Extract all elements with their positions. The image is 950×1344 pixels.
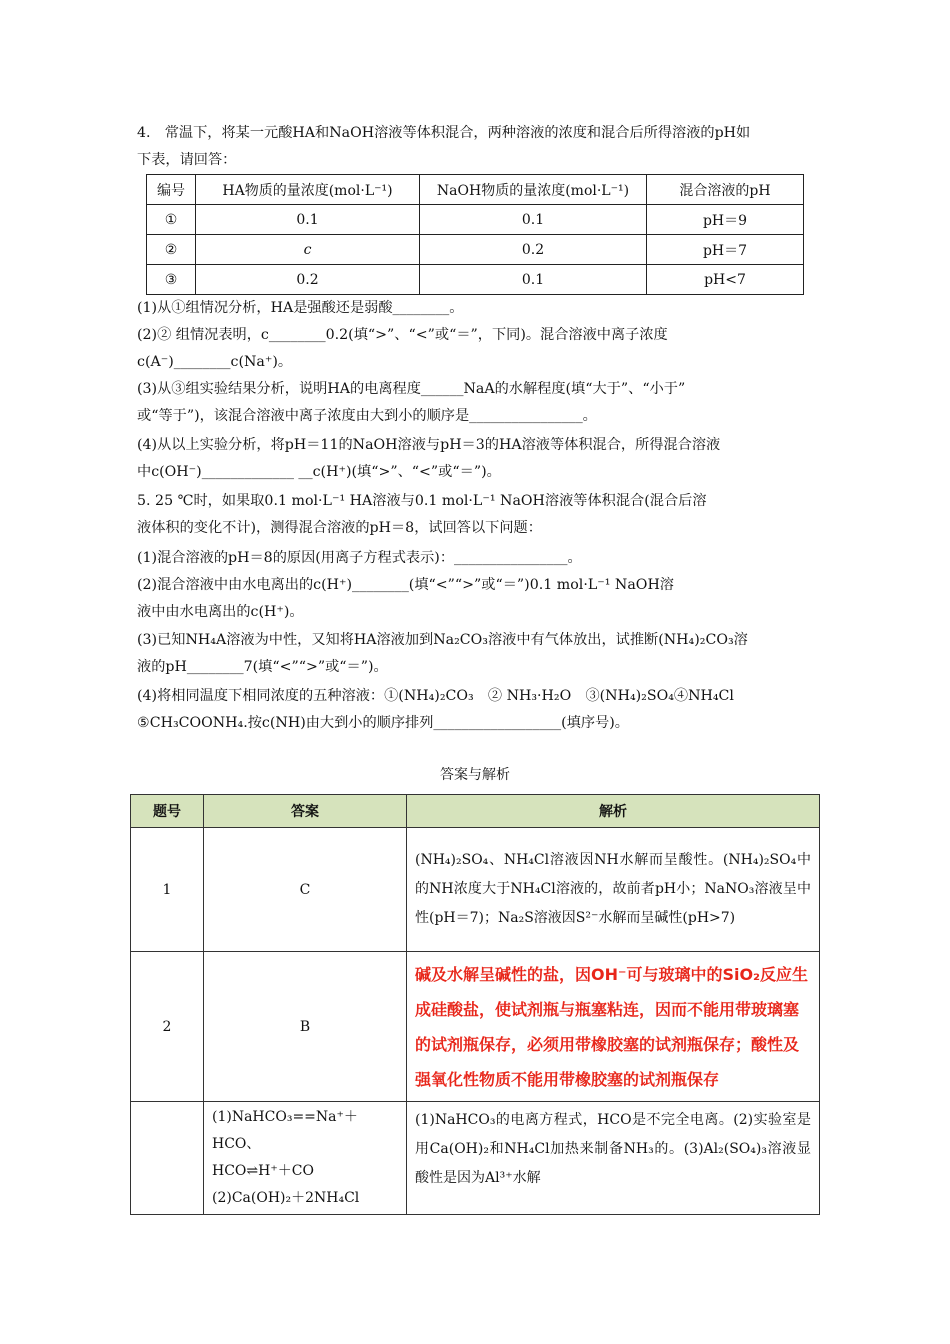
table-row: [131, 952, 820, 1102]
table-row: [147, 235, 804, 265]
q5-sub4-line1: (4)将相同温度下相同浓度的五种溶液：①(NH₄)₂CO₃ ② NH₃·H₂O ③(NH₄)₂SO₄④NH₄Cl: [137, 688, 734, 704]
answer-value: [204, 1102, 407, 1215]
table-cell: 0.1: [196, 205, 420, 235]
q5-sub4-line2: ⑤CH₃COONH₄.按c(NH)由大到小的顺序排列__________________(填序号)。: [137, 715, 629, 731]
answers-header-cell: 解析: [407, 795, 820, 828]
table-header-row: [147, 175, 804, 205]
table-cell: c: [196, 235, 420, 265]
q5-sub3-line1: (3)已知NH₄A溶液为中性，又知将HA溶液加到Na₂CO₃溶液中有气体放出，试推断(NH₄)₂CO₃溶: [137, 632, 748, 648]
table-header-cell: 混合溶液的pH: [647, 175, 804, 205]
q4-sub1: (1)从①组情况分析，HA是强酸还是弱酸________。: [137, 300, 464, 316]
answer-line: HCO⇌H⁺＋CO: [212, 1163, 314, 1179]
answer-line: (1)NaHCO₃==Na⁺＋: [212, 1109, 358, 1125]
answer-line: HCO、: [212, 1136, 261, 1152]
answer-line: (2)Ca(OH)₂＋2NH₄Cl: [212, 1190, 360, 1206]
answers-title: 答案与解析: [440, 767, 510, 783]
table-cell: ①: [147, 205, 196, 235]
table-cell: pH＝9: [647, 205, 804, 235]
table-header-cell: HA物质的量浓度(mol·L⁻¹): [196, 175, 420, 205]
answer-number: [131, 1102, 204, 1215]
answer-analysis: (NH₄)₂SO₄、NH₄Cl溶液因NH水解而呈酸性。(NH₄)₂SO₄中的NH浓度大于NH₄Cl溶液的，故前者pH小；NaNO₃溶液呈中性(pH＝7)；Na₂S溶液因S²⁻水解而呈碱性(pH>7): [407, 828, 820, 952]
q5-sub1: (1)混合溶液的pH＝8的原因(用离子方程式表示)：________________。: [137, 550, 582, 566]
answer-value: C: [204, 828, 407, 952]
q4-sub4-line2: 中c(OH⁻)_____________ __c(H⁺)(填“>”、“<”或“＝”)。: [137, 464, 501, 480]
answer-number: 1: [131, 828, 204, 952]
answer-analysis: (1)NaHCO₃的电离方程式，HCO是不完全电离。(2)实验室是用Ca(OH)₂和NH₄Cl加热来制备NH₃的。(3)Al₂(SO₄)₃溶液显酸性是因为Al³⁺水解: [407, 1102, 820, 1215]
answer-number: 2: [131, 952, 204, 1102]
table-header-cell: 编号: [147, 175, 196, 205]
q5-intro-line1: 5. 25 ℃时，如果取0.1 mol·L⁻¹ HA溶液与0.1 mol·L⁻¹ NaOH溶液等体积混合(混合后溶: [137, 493, 707, 509]
table-cell: ②: [147, 235, 196, 265]
table-cell: 0.1: [420, 205, 647, 235]
q4-sub3-line1: (3)从③组实验结果分析，说明HA的电离程度______NaA的水解程度(填“大于”、“小于”: [137, 381, 686, 397]
q4-sub3-line2: 或“等于”)，该混合溶液中离子浓度由大到小的顺序是________________。: [137, 408, 597, 424]
table-cell: pH＝7: [647, 235, 804, 265]
q4-intro-line2: 下表，请回答：: [137, 152, 237, 168]
table-cell: 0.2: [420, 235, 647, 265]
q4-sub2-line2: c(A⁻)________c(Na⁺)。: [137, 354, 293, 370]
answers-header-cell: 题号: [131, 795, 204, 828]
q4-data-table: [146, 174, 804, 295]
q5-sub3-line2: 液的pH________7(填“<”“>”或“＝”)。: [137, 659, 388, 675]
table-row: [147, 205, 804, 235]
table-cell: ③: [147, 265, 196, 295]
answers-header-row: [131, 795, 820, 828]
q5-sub2-line2: 液中由水电离出的c(H⁺)。: [137, 604, 304, 620]
answer-value: B: [204, 952, 407, 1102]
q4-sub4-line1: (4)从以上实验分析，将pH＝11的NaOH溶液与pH＝3的HA溶液等体积混合，所得混合溶液: [137, 437, 721, 453]
table-cell: 0.2: [196, 265, 420, 295]
table-row: [131, 828, 820, 952]
q5-intro-line2: 液体积的变化不计)，测得混合溶液的pH＝8，试回答以下问题：: [137, 520, 542, 536]
q4-sub2-line1: (2)② 组情况表明，c________0.2(填“>”、“<”或“＝”，下同)。混合溶液中离子浓度: [137, 327, 668, 343]
table-cell: pH<7: [647, 265, 804, 295]
table-row: [147, 265, 804, 295]
answers-table: [130, 794, 820, 1215]
table-cell: 0.1: [420, 265, 647, 295]
table-row: [131, 1102, 820, 1215]
q4-intro-line1: 4. 常温下，将某一元酸HA和NaOH溶液等体积混合，两种溶液的浓度和混合后所得溶液的pH如: [137, 125, 751, 141]
q5-sub2-line1: (2)混合溶液中由水电离出的c(H⁺)________(填“<”“>”或“＝”)0.1 mol·L⁻¹ NaOH溶: [137, 577, 674, 593]
answer-analysis-handwritten: 碱及水解呈碱性的盐，因OH⁻可与玻璃中的SiO₂反应生成硅酸盐，使试剂瓶与瓶塞粘连，因而不能用带玻璃塞的试剂瓶保存，必须用带橡胶塞的试剂瓶保存；酸性及强氧化性物质不能用带橡胶塞的试剂瓶保存: [407, 952, 820, 1102]
table-header-cell: NaOH物质的量浓度(mol·L⁻¹): [420, 175, 647, 205]
answers-header-cell: 答案: [204, 795, 407, 828]
